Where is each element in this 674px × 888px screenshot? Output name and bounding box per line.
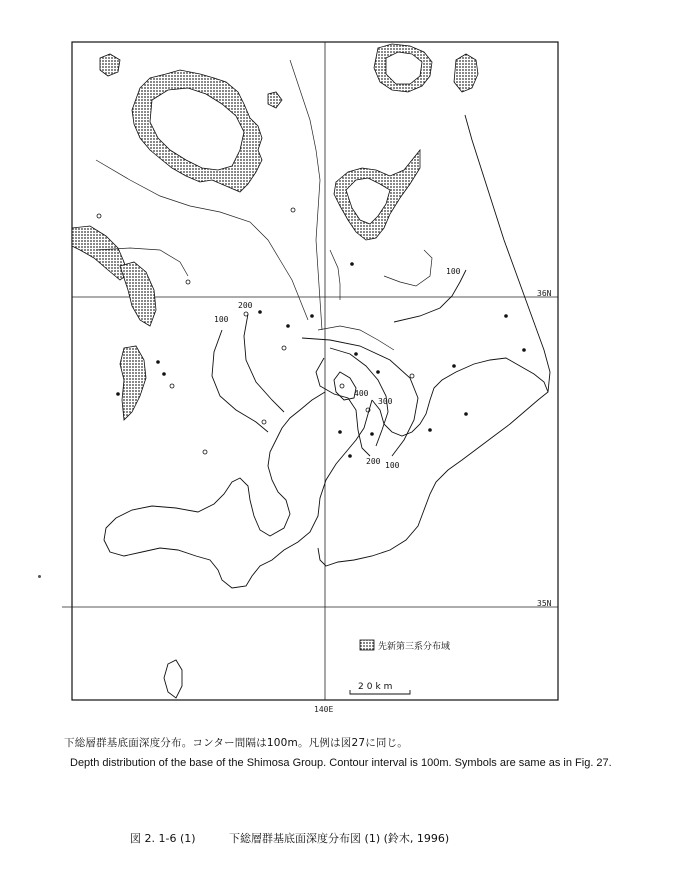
caption-english: Depth distribution of the base of the Shimosa Group. Contour interval is 100m. Symbols are same as in Fig. 27. [70, 757, 612, 769]
river-4 [318, 326, 394, 350]
borehole-symbol [410, 374, 414, 378]
coastline-boso [318, 358, 548, 566]
contour-label-200-s: 200 [366, 457, 381, 466]
contour-400 [334, 372, 356, 400]
oshima-island [164, 660, 182, 698]
borehole-symbols [97, 208, 414, 454]
contour-label-100-s: 100 [385, 461, 400, 470]
grid-label-36n: 36N [537, 289, 552, 298]
borehole-symbol [340, 384, 344, 388]
scale-bar-label: 20km [358, 682, 396, 692]
borehole-symbol [186, 280, 190, 284]
coastline [104, 115, 550, 698]
borehole-dot [116, 392, 120, 396]
borehole-dot [310, 314, 314, 318]
mountain-area-west [72, 226, 128, 280]
contour-label-400: 400 [354, 389, 369, 398]
borehole-dot [376, 370, 380, 374]
contour-label-200-nw: 200 [238, 301, 253, 310]
contour-200 [316, 358, 370, 456]
pre-neogene-areas [72, 44, 478, 420]
borehole-symbol [262, 420, 266, 424]
figure-number: 図 2. 1-6 (1) [130, 832, 196, 845]
borehole-symbol [244, 312, 248, 316]
legend [360, 640, 450, 652]
grid-label-35n: 35N [537, 599, 552, 608]
borehole-symbol [291, 208, 295, 212]
coastline-choshi [465, 115, 550, 392]
river-1 [290, 60, 322, 330]
borehole-symbol [203, 450, 207, 454]
borehole-dot [350, 262, 354, 266]
borehole-dot [162, 372, 166, 376]
mountain-area-east [454, 54, 478, 92]
margin-mark [38, 575, 41, 578]
mountain-area-west-2 [120, 262, 156, 326]
borehole-symbol [97, 214, 101, 218]
borehole-dot [428, 428, 432, 432]
contour-label-100-w: 100 [214, 315, 229, 324]
borehole-dot [504, 314, 508, 318]
scale-bar [350, 682, 410, 694]
contour-label-100-ne: 100 [446, 267, 461, 276]
borehole-dot [286, 324, 290, 328]
borehole-dot [354, 352, 358, 356]
caption-japanese: 下総層群基底面深度分布。コンター間隔は100m。凡例は図27に同じ。 [64, 737, 409, 749]
borehole-dot [452, 364, 456, 368]
figure-caption [130, 830, 479, 846]
contour-100-west [212, 330, 268, 432]
river-6 [330, 250, 340, 300]
river-5 [384, 250, 432, 286]
coastline-tokyo-bay [104, 392, 372, 588]
borehole-symbol [282, 346, 286, 350]
mountain-area-small [100, 54, 120, 76]
grid-label-140e: 140E [314, 705, 334, 714]
borehole-dots [116, 262, 526, 458]
borehole-dot [156, 360, 160, 364]
legend-swatch [360, 640, 374, 650]
borehole-dot [258, 310, 262, 314]
contour-label-300: 300 [378, 397, 393, 406]
figure-title: 下総層群基底面深度分布図 (1) (鈴木, 1996) [229, 832, 450, 845]
borehole-dot [464, 412, 468, 416]
river-2 [96, 160, 308, 320]
borehole-dot [348, 454, 352, 458]
borehole-symbol [170, 384, 174, 388]
mountain-area-west-3 [120, 346, 146, 420]
contour-lines [212, 270, 466, 456]
contour-200-west [244, 314, 284, 412]
borehole-dot [522, 348, 526, 352]
mountain-area-small-2 [268, 92, 282, 108]
borehole-dot [370, 432, 374, 436]
contour-100-ne [394, 270, 466, 322]
borehole-dot [338, 430, 342, 434]
legend-label: 先新第三系分布域 [378, 642, 451, 652]
